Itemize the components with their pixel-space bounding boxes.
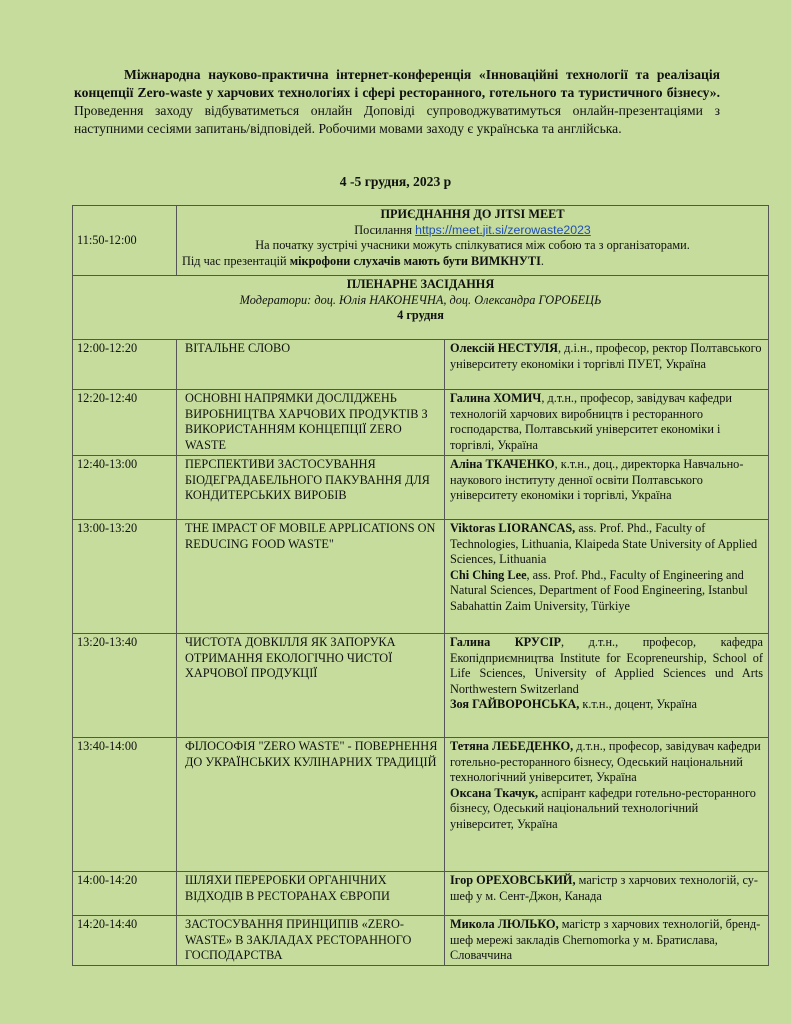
join-link-label: Посилання [354,222,413,237]
session-speaker: Галина КРУСІР, д.т.н., професор, кафедра Екопідприємництва Institute for Ecopreneurship, School of Life Sciences, University of Applied Sciences und Arts Northwestern Switzerland Зоя ГАЙВОРОНСЬКА, к.т.н., доцент, Україна [445,634,769,738]
session-speaker: Микола ЛЮЛЬКО, магістр з харчових технологій, бренд-шеф мережі закладів Chernomorka у м. Братислава, Словаччина [445,916,769,966]
session-time: 12:40-13:00 [73,456,177,520]
session-topic: ШЛЯХИ ПЕРЕРОБКИ ОРГАНІЧНИХ ВІДХОДІВ В РЕСТОРАНАХ ЄВРОПИ [177,872,445,916]
session-row [73,456,769,520]
plenary-moderators: Модератори: доц. Юлія НАКОНЕЧНА, доц. Олександра ГОРОБЕЦЬ [239,292,602,307]
conference-title: Міжнародна науково-практична інтернет-конференція «Інноваційні технології та реалізація концепції Zero-waste у харчових технологіях і сфері ресторанного, готельного та туристичного бізнесу». [74,67,720,100]
session-time: 13:00-13:20 [73,520,177,634]
session-time: 14:20-14:40 [73,916,177,966]
session-topic: ЗАСТОСУВАННЯ ПРИНЦИПІВ «ZERO-WASTE» В ЗАКЛАДАХ РЕСТОРАННОГО ГОСПОДАРСТВА [177,916,445,966]
plenary-header [73,276,769,340]
session-topic: ЧИСТОТА ДОВКІЛЛЯ ЯК ЗАПОРУКА ОТРИМАННЯ ЕКОЛОГІЧНО ЧИСТОЇ ХАРЧОВОЇ ПРОДУКЦІЇ [177,634,445,738]
session-row [73,340,769,390]
join-row [73,206,769,276]
plenary-title: ПЛЕНАРНЕ ЗАСІДАННЯ [346,277,495,291]
session-topic: ОСНОВНІ НАПРЯМКИ ДОСЛІДЖЕНЬ ВИРОБНИЦТВА ХАРЧОВИХ ПРОДУКТІВ З ВИКОРИСТАННЯМ КОНЦЕПЦІЇ ZERO WASTE [177,390,445,456]
join-warning: Під час презентацій мікрофони слухачів мають бути ВИМКНУТІ. [182,253,544,268]
intro-text: Проведення заходу відбуватиметься онлайн Доповіді супроводжуватимуться онлайн-презентаціями з наступними сесіями запитань/відповідей. Робочими мовами заходу є українська та англійська. [74,103,720,136]
session-time: 14:00-14:20 [73,872,177,916]
session-row [73,872,769,916]
session-row [73,520,769,634]
session-row [73,634,769,738]
session-speaker: Олексій НЕСТУЛЯ, д.і.н., професор, ректор Полтавського університету економіки і торгівлі ПУЕТ, Україна [445,340,769,390]
plenary-row [73,276,769,340]
join-link-line [182,223,763,239]
session-time: 13:40-14:00 [73,738,177,872]
join-title: ПРИЄДНАННЯ ДО JITSI MEET [380,207,565,221]
session-speaker: Галина ХОМИЧ, д.т.н., професор, завідувач кафедри технологій харчових виробництв і ресторанного господарства, Полтавський університет економіки і торгівлі, Україна [445,390,769,456]
join-info [177,206,769,276]
session-time: 13:20-13:40 [73,634,177,738]
join-time: 11:50-12:00 [73,206,177,276]
session-speaker: Ігор ОРЕХОВСЬКИЙ, магістр з харчових технологій, су-шеф у м. Сент-Джон, Канада [445,872,769,916]
session-topic: ПЕРСПЕКТИВИ ЗАСТОСУВАННЯ БІОДЕГРАДАБЕЛЬНОГО ПАКУВАННЯ ДЛЯ КОНДИТЕРСЬКИХ ВИРОБІВ [177,456,445,520]
session-speaker: Viktoras LIORANCAS, ass. Prof. Phd., Faculty of Technologies, Lithuania, Klaipeda State University of Applied Sciences, Lithuania Chi Ching Lee, ass. Prof. Phd., Faculty of Engineering and Natural Sciences, Department of Food Engineering, Istanbul Sabahattin Zaim University, Türkiye [445,520,769,634]
conference-dates: 4 -5 грудня, 2023 р [339,174,452,189]
session-row [73,916,769,966]
session-row [73,738,769,872]
session-topic: ФІЛОСОФІЯ "ZERO WASTE" - ПОВЕРНЕННЯ ДО УКРАЇНСЬКИХ КУЛІНАРНИХ ТРАДИЦІЙ [177,738,445,872]
join-note: На початку зустрічі учасники можуть спілкуватися між собою та з організаторами. [255,238,690,253]
session-topic: THE IMPACT OF MOBILE APPLICATIONS ON REDUCING FOOD WASTE" [177,520,445,634]
session-time: 12:20-12:40 [73,390,177,456]
session-time: 12:00-12:20 [73,340,177,390]
meeting-link[interactable]: https://meet.jit.si/zerowaste2023 [415,222,591,237]
session-speaker: Тетяна ЛЕБЕДЕНКО, д.т.н., професор, завідувач кафедри готельно-ресторанного бізнесу, Одеський національний технологічний університет, Україна Оксана Ткачук, аспірант кафедри готельно-ресторанного бізнесу, Одеський національний технологічний університет, Україна [445,738,769,872]
session-topic: ВІТАЛЬНЕ СЛОВО [177,340,445,390]
intro-paragraph [74,66,720,138]
plenary-day: 4 грудня [397,308,444,323]
programme-table [72,205,769,966]
session-speaker: Аліна ТКАЧЕНКО, к.т.н., доц., директорка Навчально-наукового інституту денної освіти Полтавського університету економіки і торгівлі, Україна [445,456,769,520]
session-row [73,390,769,456]
